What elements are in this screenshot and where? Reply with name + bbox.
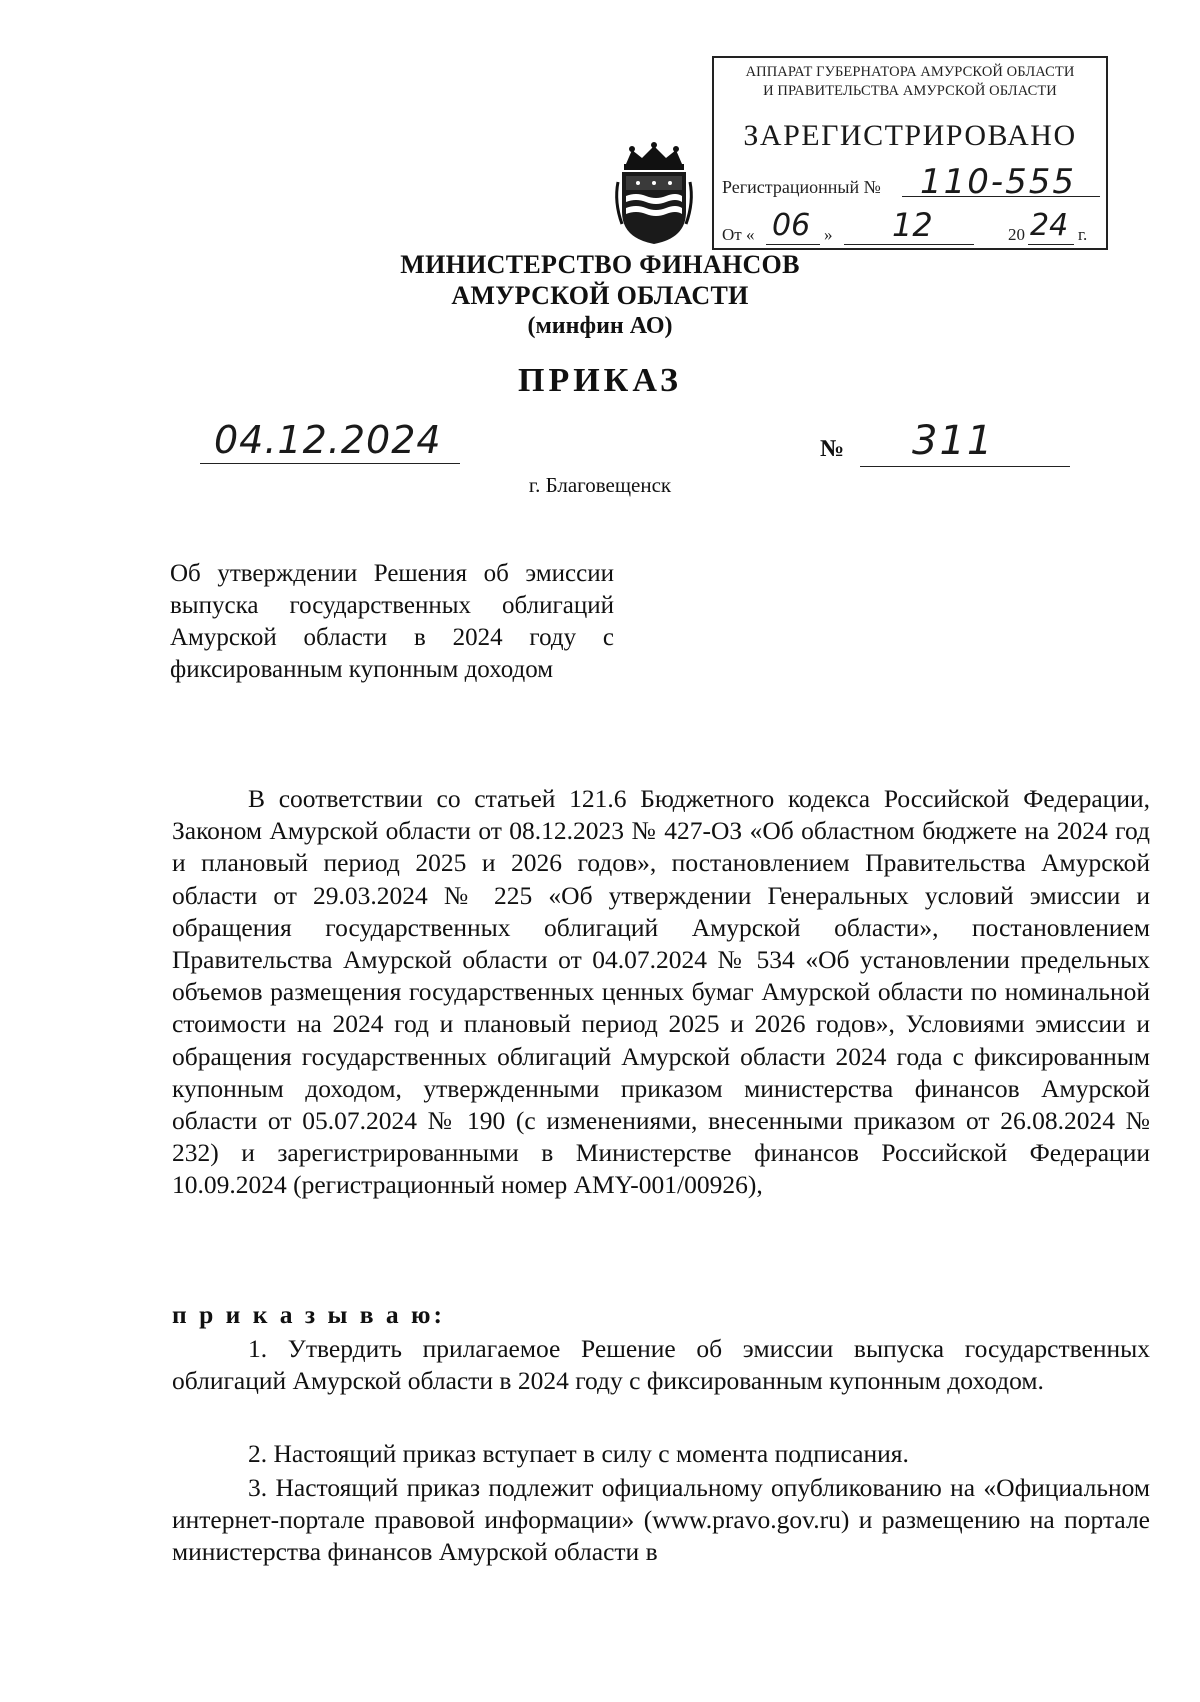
- order-subject: Об утверждении Решения об эмиссии выпуска государственных облигаций Амурской области в 2024 году с фиксированным купонным доходом: [170, 560, 614, 683]
- stamp-date-day: 06: [772, 208, 811, 243]
- coat-of-arms-emblem: [612, 142, 696, 246]
- stamp-date-year-prefix: 20: [1008, 225, 1025, 244]
- stamp-date-quote-close: »: [824, 225, 833, 244]
- registration-stamp: [712, 56, 1108, 250]
- city: г. Благовещенск: [528, 473, 672, 497]
- order-date: 04.12.2024: [214, 418, 442, 462]
- stamp-date-year-unit: г.: [1078, 225, 1088, 244]
- order-item-2: 2. Настоящий приказ вступает в силу с момента подписания.: [248, 1439, 909, 1468]
- order-date-underline: [200, 463, 460, 464]
- document-title: ПРИКАЗ: [518, 362, 682, 399]
- ministry-name-line-1: МИНИСТЕРСТВО ФИНАНСОВ: [400, 250, 800, 279]
- preamble-paragraph: В соответствии со статьей 121.6 Бюджетного кодекса Российской Федерации, Законом Амурской области от 08.12.2023 № 427-ОЗ «Об областном бюджете на 2024 год и плановый период 2025 и 2026 годов», постановлением Правительства Амурской области от 29.03.2024 № 225 «Об утверждении Генеральных условий эмиссии и обращения государственных облигаций Амурской области», постановлением Правительства Амурской области от 04.07.2024 № 534 «Об установлении предельных объемов размещения государственных ценных бумаг Амурской области по номинальной стоимости на 2024 год и плановый период 2025 и 2026 годов», Условиями эмиссии и обращения государственных облигаций Амурской области 2024 года с фиксированным купонным доходом, утвержденными приказом министерства финансов Амурской области от 05.07.2024 № 190 (с изменениями, внесенными приказом от 26.08.2024 № 232) и зарегистрированными в Министерстве финансов Российской Федерации 10.09.2024 (регистрационный номер AMY-001/00926),: [172, 784, 1150, 1200]
- stamp-registration-number: 110-555: [920, 162, 1077, 202]
- ministry-name-line-2: АМУРСКОЙ ОБЛАСТИ: [451, 281, 749, 310]
- stamp-header-line-1: АППАРАТ ГУБЕРНАТОРА АМУРСКОЙ ОБЛАСТИ: [745, 64, 1075, 80]
- order-number: 311: [912, 418, 995, 464]
- stamp-registration-label: Регистрационный №: [722, 177, 881, 197]
- ministry-short-name: (минфин АО): [527, 313, 673, 339]
- order-number-sign: №: [820, 436, 845, 462]
- stamp-date-prefix: От «: [722, 225, 755, 244]
- stamp-header-line-2: И ПРАВИТЕЛЬСТВА АМУРСКОЙ ОБЛАСТИ: [763, 83, 1057, 99]
- order-number-underline: [860, 466, 1070, 467]
- order-item-1: 1. Утвердить прилагаемое Решение об эмиссии выпуска государственных облигаций Амурской области в 2024 году с фиксированным купонным доходом.: [172, 1334, 1150, 1396]
- stamp-day-underline: [766, 244, 820, 245]
- order-item-3: 3. Настоящий приказ подлежит официальному опубликованию на «Официальном интернет-портале правовой информации» (www.pravo.gov.ru) и размещению на портале министерства финансов Амурской области в: [172, 1473, 1150, 1567]
- stamp-date-month: 12: [892, 206, 933, 244]
- stamp-status: ЗАРЕГИСТРИРОВАНО: [743, 119, 1077, 152]
- stamp-year-underline: [1028, 244, 1074, 245]
- order-verb: п р и к а з ы в а ю:: [172, 1300, 446, 1329]
- stamp-date-year-suffix: 24: [1030, 208, 1069, 243]
- stamp-month-underline: [844, 244, 974, 245]
